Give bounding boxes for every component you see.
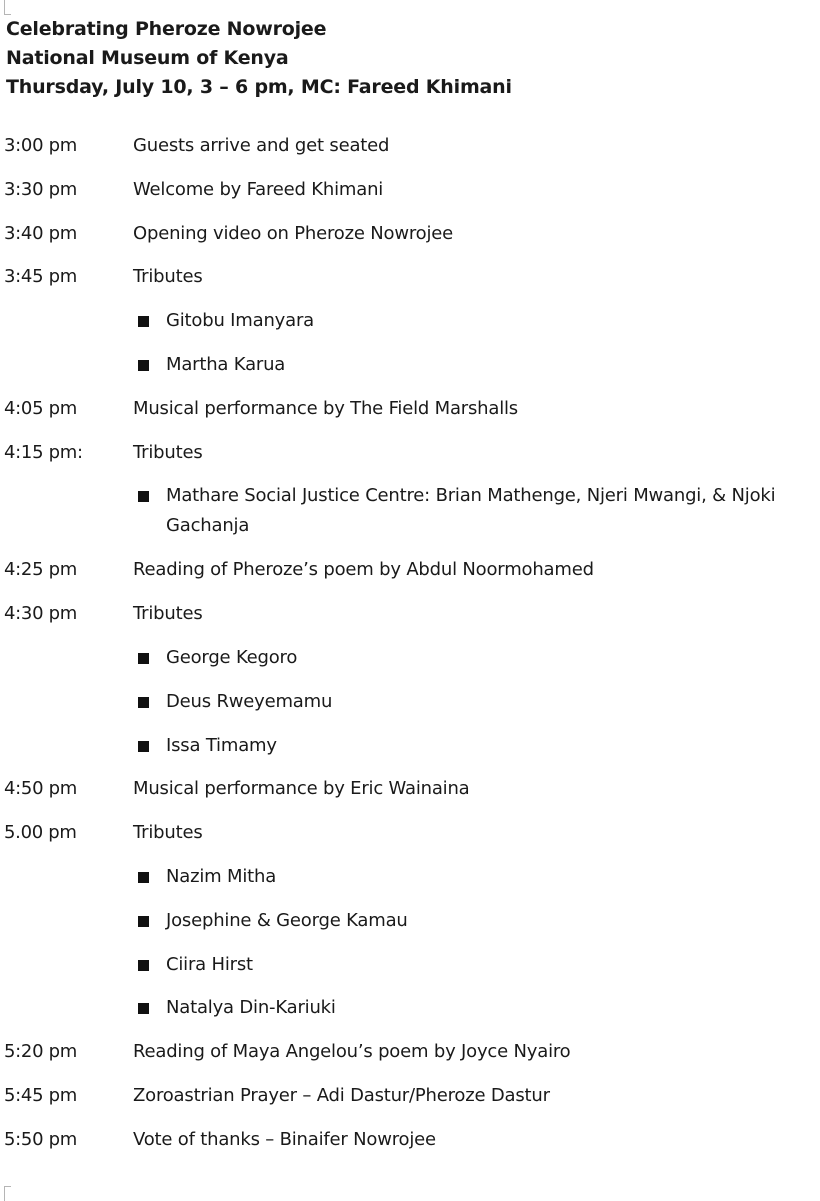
- tribute-item: [0, 306, 820, 350]
- square-bullet-icon: [138, 741, 149, 752]
- square-bullet-icon: [138, 916, 149, 927]
- page-corner-mark-top: [4, 0, 11, 15]
- schedule-row: [0, 1081, 820, 1125]
- program-schedule: [0, 131, 820, 1169]
- schedule-row: [0, 219, 820, 263]
- schedule-time: 4:30 pm: [4, 603, 78, 625]
- schedule-event: Vote of thanks – Binaifer Nowrojee: [133, 1128, 436, 1150]
- tribute-item: [0, 993, 820, 1037]
- schedule-event: Tributes: [133, 266, 203, 288]
- schedule-row: [0, 599, 820, 643]
- square-bullet-icon: [138, 872, 149, 883]
- schedule-time: 5:20 pm: [4, 1041, 78, 1063]
- schedule-row: [0, 262, 820, 306]
- schedule-event: Welcome by Fareed Khimani: [133, 178, 384, 200]
- tribute-speaker: Gitobu Imanyara: [166, 310, 314, 332]
- schedule-time: 5:50 pm: [4, 1128, 78, 1150]
- tribute-item: [0, 731, 820, 775]
- schedule-row: [0, 818, 820, 862]
- schedule-event: Opening video on Pheroze Nowrojee: [133, 222, 454, 244]
- tribute-speaker: Josephine & George Kamau: [166, 909, 408, 931]
- tribute-speaker: Deus Rweyemamu: [166, 690, 333, 712]
- schedule-time: 4:15 pm:: [4, 441, 83, 463]
- square-bullet-icon: [138, 960, 149, 971]
- schedule-event: Musical performance by Eric Wainaina: [133, 778, 470, 800]
- tribute-speaker: Issa Timamy: [166, 734, 277, 756]
- schedule-row: [0, 175, 820, 219]
- schedule-row: [0, 555, 820, 599]
- schedule-row: [0, 131, 820, 175]
- tribute-item: [0, 643, 820, 687]
- schedule-row: [0, 1125, 820, 1169]
- schedule-time: 3:45 pm: [4, 266, 78, 288]
- schedule-time: 4:25 pm: [4, 559, 78, 581]
- tribute-speaker: Nazim Mitha: [166, 865, 277, 887]
- tribute-speaker: Natalya Din-Kariuki: [166, 997, 336, 1019]
- schedule-row: [0, 774, 820, 818]
- tribute-item: [0, 481, 820, 555]
- schedule-event: Zoroastrian Prayer – Adi Dastur/Pheroze Dastur: [133, 1084, 550, 1106]
- schedule-row: [0, 1037, 820, 1081]
- schedule-event: Tributes: [133, 822, 203, 844]
- tribute-speaker: Ciira Hirst: [166, 953, 253, 975]
- schedule-time: 3:00 pm: [4, 135, 78, 156]
- schedule-event: Tributes: [133, 603, 203, 625]
- square-bullet-icon: [138, 653, 149, 664]
- schedule-event: Tributes: [133, 441, 203, 463]
- square-bullet-icon: [138, 491, 149, 502]
- schedule-time: 5:45 pm: [4, 1084, 78, 1106]
- page-corner-mark-bottom: [4, 1186, 11, 1201]
- square-bullet-icon: [138, 360, 149, 371]
- schedule-event: Reading of Pheroze’s poem by Abdul Noormohamed: [133, 559, 594, 581]
- square-bullet-icon: [138, 697, 149, 708]
- schedule-row: [0, 394, 820, 438]
- schedule-time: 4:50 pm: [4, 778, 78, 800]
- schedule-event: Reading of Maya Angelou’s poem by Joyce Nyairo: [133, 1041, 571, 1063]
- tribute-item: [0, 687, 820, 731]
- event-date-mc: Thursday, July 10, 3 – 6 pm, MC: Fareed Khimani: [6, 76, 512, 98]
- square-bullet-icon: [138, 316, 149, 327]
- tribute-item: [0, 862, 820, 906]
- event-venue: National Museum of Kenya: [6, 47, 289, 69]
- event-title: Celebrating Pheroze Nowrojee: [6, 18, 327, 40]
- tribute-item: [0, 906, 820, 950]
- tribute-speaker: Martha Karua: [166, 353, 286, 375]
- schedule-event: Guests arrive and get seated: [133, 135, 390, 156]
- document-header: [6, 15, 512, 102]
- schedule-time: 5.00 pm: [4, 822, 77, 844]
- schedule-time: 4:05 pm: [4, 397, 78, 419]
- tribute-item: [0, 350, 820, 394]
- tribute-speaker: George Kegoro: [166, 646, 298, 668]
- tribute-speaker: Mathare Social Justice Centre: Brian Mathenge, Njeri Mwangi, & Njoki Gachanja: [166, 485, 776, 537]
- schedule-row: [0, 438, 820, 482]
- schedule-time: 3:30 pm: [4, 178, 78, 200]
- tribute-item: [0, 950, 820, 994]
- schedule-time: 3:40 pm: [4, 222, 78, 244]
- schedule-event: Musical performance by The Field Marshalls: [133, 397, 518, 419]
- square-bullet-icon: [138, 1003, 149, 1014]
